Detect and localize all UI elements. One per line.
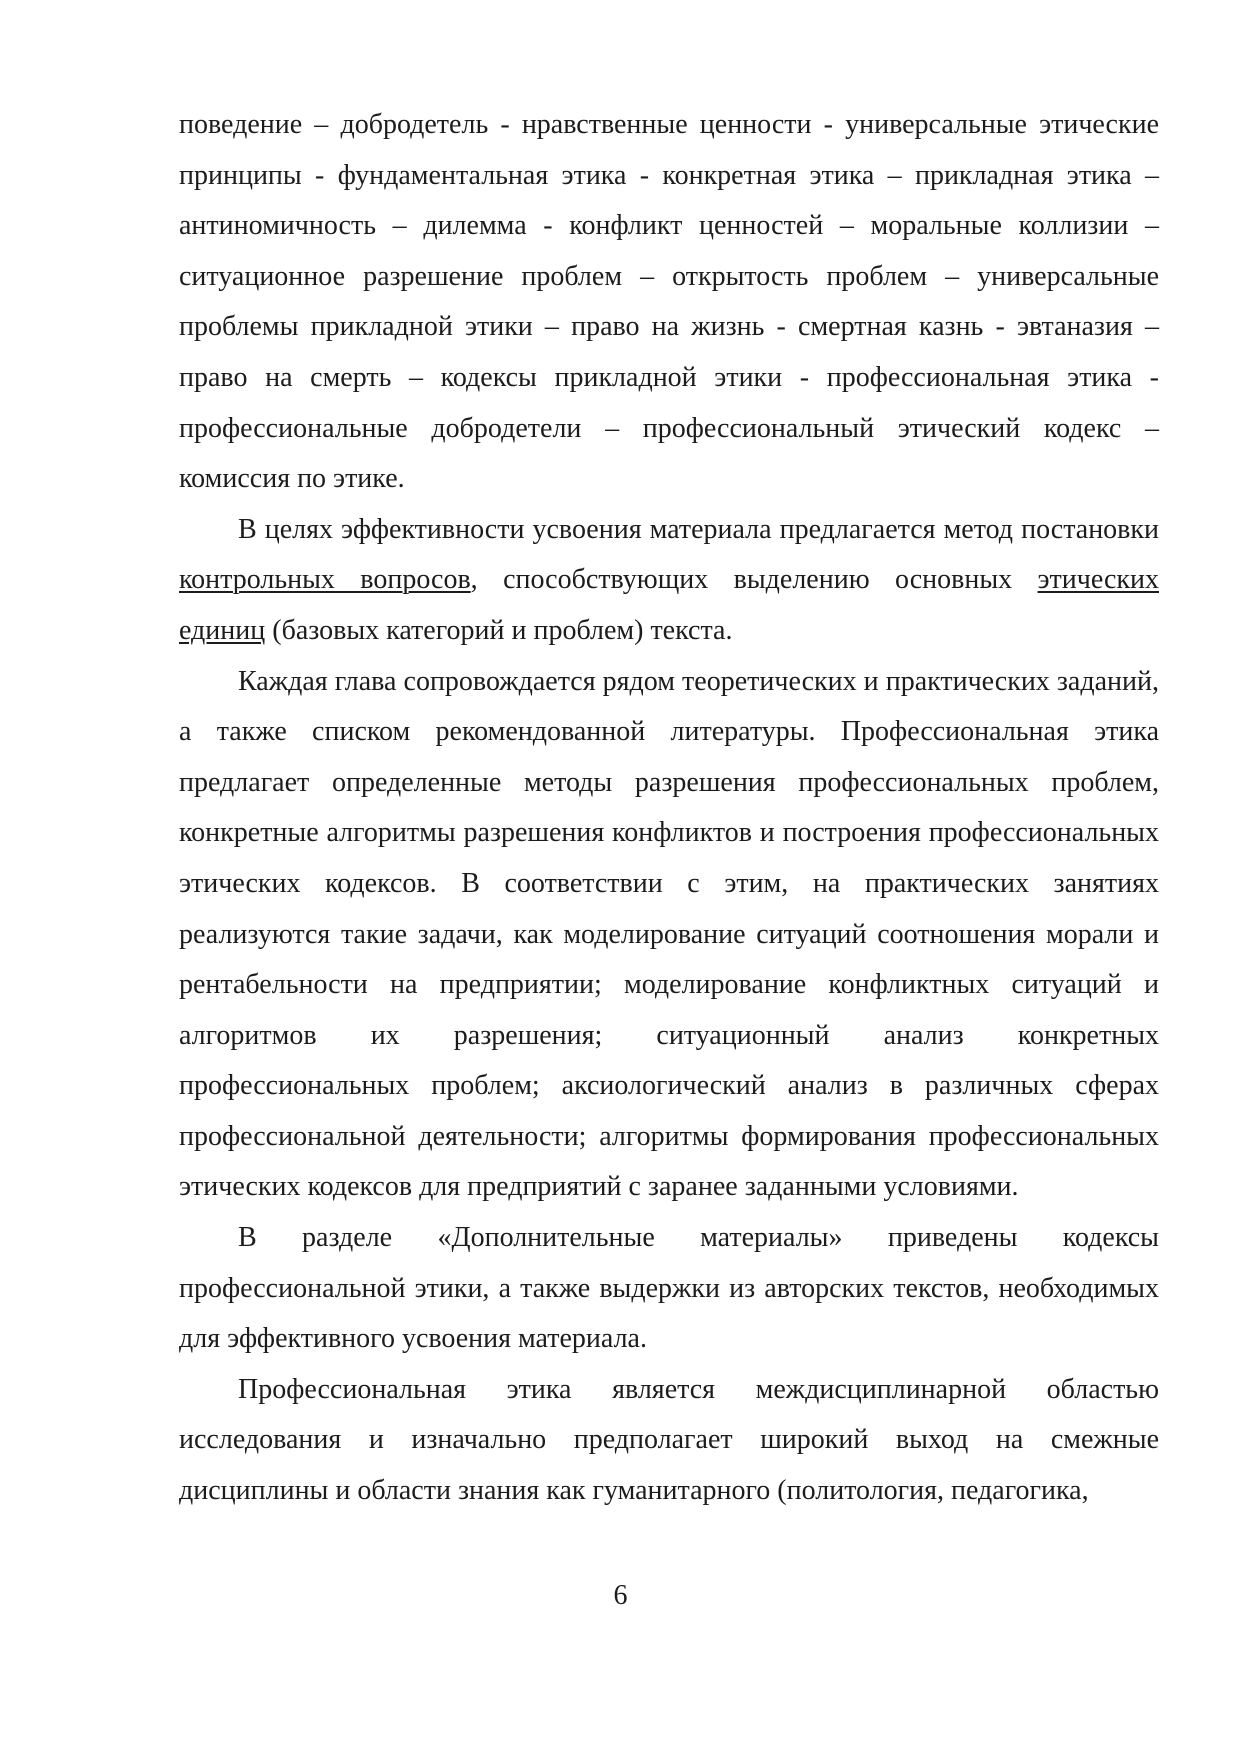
- chapters-paragraph: [179, 657, 1159, 1214]
- method-text-middle: , способствующих выделению основных: [470, 564, 1038, 596]
- additional-materials-text: В разделе «Дополнительные материалы» приведены кодексы профессиональной этики, а также выдержки из авторских текстов, необходимых для эффективного усвоения материала.: [179, 1222, 1159, 1355]
- underlined-term-ethical-units: этических единиц: [179, 564, 1159, 646]
- method-text-start: В целях эффективности усвоения материала предлагается метод постановки: [238, 513, 1159, 545]
- chapters-text: Каждая глава сопровождается рядом теоретических и практических заданий, а также списком рекомендованной литературы. Профессиональная этика предлагает определенные методы разрешения профессиональных проблем, конкретные алгоритмы разрешения конфликтов и построения профессиональных этических кодексов. В соответствии с этим, на практических занятиях реализуются такие задачи, как моделирование ситуаций соотношения морали и рентабельности на предприятии; моделирование конфликтных ситуаций и алгоритмов их разрешения; ситуационный анализ конкретных профессиональных проблем; аксиологический анализ в различных сферах профессиональной деятельности; алгоритмы формирования профессиональных этических кодексов для предприятий с заранее заданными условиями.: [179, 665, 1159, 1203]
- method-text-end: (базовых категорий и проблем) текста.: [265, 614, 733, 646]
- interdisciplinary-paragraph: [179, 1365, 1159, 1517]
- keywords-text: поведение – добродетель - нравственные ценности - универсальные этические принципы - фундаментальная этика - конкретная этика – прикладная этика – антиномичность – дилемма - конфликт ценностей – моральные коллизии – ситуационное разрешение проблем – открытость проблем – универсальные проблемы прикладной этики – право на жизнь - смертная казнь - эвтаназия – право на смерть – кодексы прикладной этики - профессиональная этика - профессиональные добродетели – профессиональный этический кодекс – комиссия по этике.: [179, 109, 1159, 495]
- keywords-paragraph: [179, 100, 1159, 505]
- interdisciplinary-text: Профессиональная этика является междисциплинарной областью исследования и изначально предполагает широкий выход на смежные дисциплины и области знания как гуманитарного (политология, педагогика,: [179, 1373, 1159, 1507]
- method-paragraph: [179, 505, 1159, 657]
- page-number: 6: [613, 1580, 628, 1611]
- page-text: [179, 100, 1159, 1517]
- additional-materials-paragraph: [179, 1213, 1159, 1365]
- underlined-term-control-questions: контрольных вопросов: [179, 564, 471, 596]
